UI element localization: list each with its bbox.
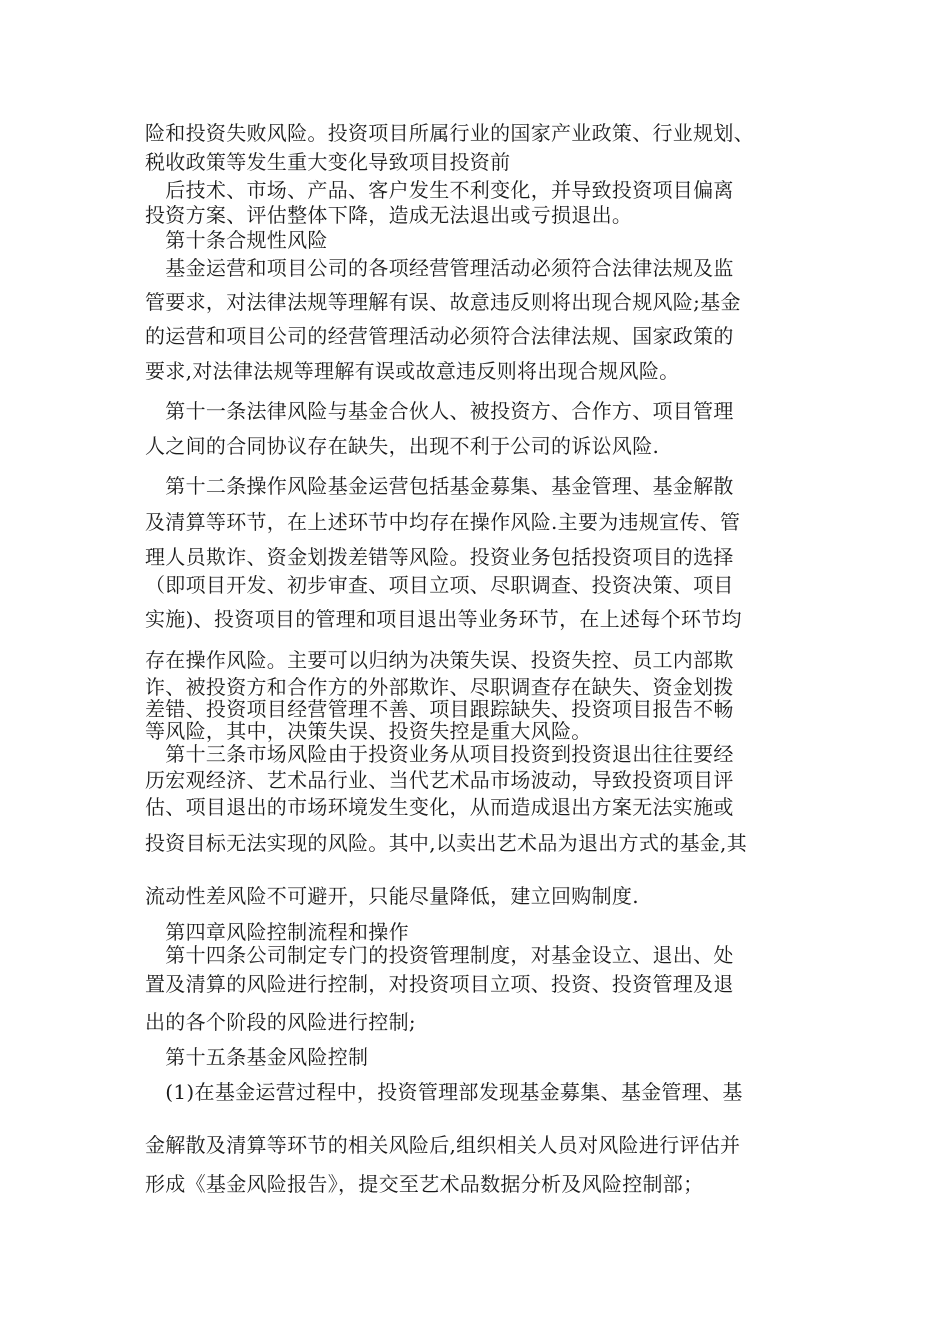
text-line: 投资目标无法实现的风险。其中,以卖出艺术品为退出方式的基金,其 [145,831,748,855]
text-line: 第十一条法律风险与基金合伙人、被投资方、合作方、项目管理 [145,399,734,423]
text-line: 形成《基金风险报告》，提交至艺术品数据分析及风险控制部； [145,1172,704,1196]
text-line: 置及清算的风险进行控制，对投资项目立项、投资、投资管理及退 [145,972,734,996]
text-line: 险和投资失败风险。投资项目所属行业的国家产业政策、行业规划、 [145,121,754,145]
text-line: 及清算等环节，在上述环节中均存在操作风险.主要为违规宣传、管 [145,510,741,534]
text-line: 出的各个阶段的风险进行控制; [145,1010,416,1034]
text-line: 存在操作风险。主要可以归纳为决策失误、投资失控、员工内部欺 [145,648,734,672]
text-line: （即项目开发、初步审查、项目立项、尽职调查、投资决策、项目 [145,573,734,597]
text-line: 的运营和项目公司的经营管理活动必须符合法律法规、国家政策的 [145,324,734,348]
text-line: 诈、被投资方和合作方的外部欺诈、尽职调查存在缺失、资金划拨 [145,675,734,699]
text-line: 投资方案、评估整体下降，造成无法退出或亏损退出。 [145,203,633,227]
section-heading: 第十五条基金风险控制 [145,1045,369,1069]
text-line: 估、项目退出的市场环境发生变化，从而造成退出方案无法实施或 [145,795,734,819]
text-line: (1)在基金运营过程中，投资管理部发现基金募集、基金管理、基 [145,1080,743,1104]
text-line: 第十三条市场风险由于投资业务从项目投资到投资退出往往要经 [145,742,734,766]
text-line: 人之间的合同协议存在缺失，出现不利于公司的诉讼风险. [145,434,660,458]
text-line: 等风险，其中，决策失误、投资失控是重大风险。 [145,719,592,743]
section-heading: 第十条合规性风险 [145,228,328,252]
text-line: 第十二条操作风险基金运营包括基金募集、基金管理、基金解散 [145,474,734,498]
text-line: 流动性差风险不可避开，只能尽量降低，建立回购制度. [145,884,639,908]
text-line: 历宏观经济、艺术品行业、当代艺术品市场波动，导致投资项目评 [145,768,734,792]
text-line: 要求,对法律法规等理解有误或故意违反则将出现合规风险。 [145,359,680,383]
text-line: 管要求，对法律法规等理解有误、故意违反则将出现合规风险;基金 [145,290,741,314]
text-line: 差错、投资项目经营管理不善、项目跟踪缺失、投资项目报告不畅 [145,697,734,721]
text-line: 实施)、投资项目的管理和项目退出等业务环节，在上述每个环节均 [145,607,742,631]
chapter-heading: 第四章风险控制流程和操作 [145,920,409,944]
text-line: 第十四条公司制定专门的投资管理制度，对基金设立、退出、处 [145,943,734,967]
text-line: 金解散及清算等环节的相关风险后,组织相关人员对风险进行评估并 [145,1133,741,1157]
text-line: 税收政策等发生重大变化导致项目投资前 [145,150,511,174]
text-line: 后技术、市场、产品、客户发生不利变化，并导致投资项目偏离 [145,178,734,202]
text-line: 理人员欺诈、资金划拨差错等风险。投资业务包括投资项目的选择 [145,545,734,569]
text-line: 基金运营和项目公司的各项经营管理活动必须符合法律法规及监 [145,256,734,280]
